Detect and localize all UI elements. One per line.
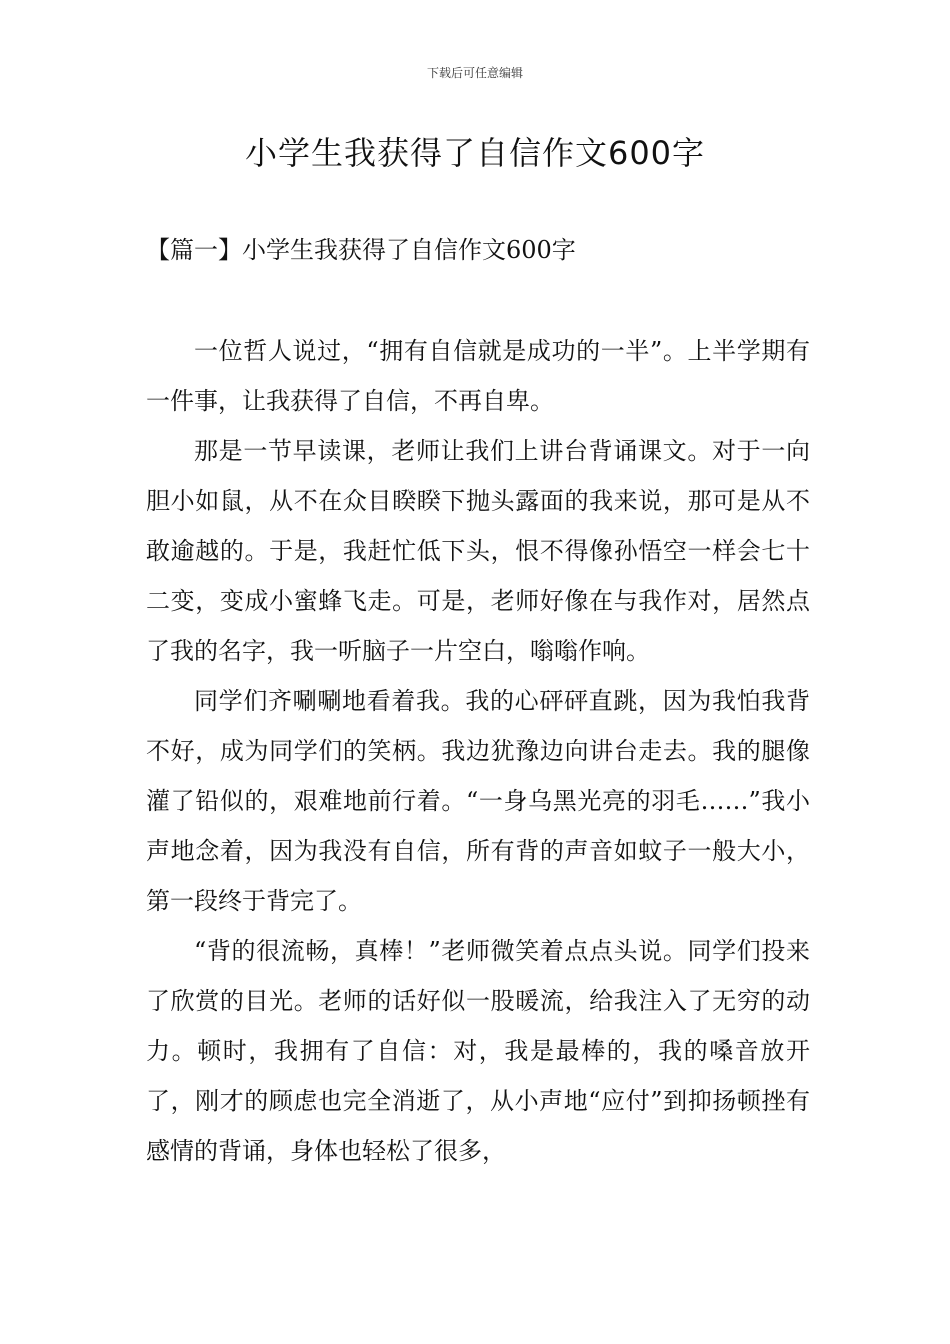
paragraph: 同学们齐唰唰地看着我。我的心砰砰直跳，因为我怕我背不好，成为同学们的笑柄。我边犹豫边向讲台走去。我的腿像灌了铅似的，艰难地前行着。“一身乌黑光亮的羽毛……”我小声地念着，因为我没有自信，所有背的声音如蚊子一般大小，第一段终于背完了。 (146, 687, 810, 915)
paragraph: 那是一节早读课，老师让我们上讲台背诵课文。对于一向胆小如鼠，从不在众目睽睽下抛头露面的我来说，那可是从不敢逾越的。于是，我赶忙低下头，恨不得像孙悟空一样会七十二变，变成小蜜蜂飞走。可是，老师好像在与我作对，居然点了我的名字，我一听脑子一片空白，嗡嗡作响。 (146, 437, 810, 665)
header-note: 下载后可任意编辑 (426, 66, 523, 80)
article-body (146, 326, 810, 1176)
section-heading: 【篇一】小学生我获得了自信作文600字 (146, 236, 576, 264)
paragraph: “背的很流畅，真棒！”老师微笑着点点头说。同学们投来了欣赏的目光。老师的话好似一股暖流，给我注入了无穷的动力。顿时，我拥有了自信：对，我是最棒的，我的嗓音放开了，刚才的顾虑也完全消逝了，从小声地“应付”到抑扬顿挫有感情的背诵，身体也轻松了很多， (146, 937, 810, 1165)
page-title: 小学生我获得了自信作文600字 (244, 134, 706, 172)
paragraph: 一位哲人说过，“拥有自信就是成功的一半”。上半学期有一件事，让我获得了自信，不再自卑。 (146, 337, 810, 415)
